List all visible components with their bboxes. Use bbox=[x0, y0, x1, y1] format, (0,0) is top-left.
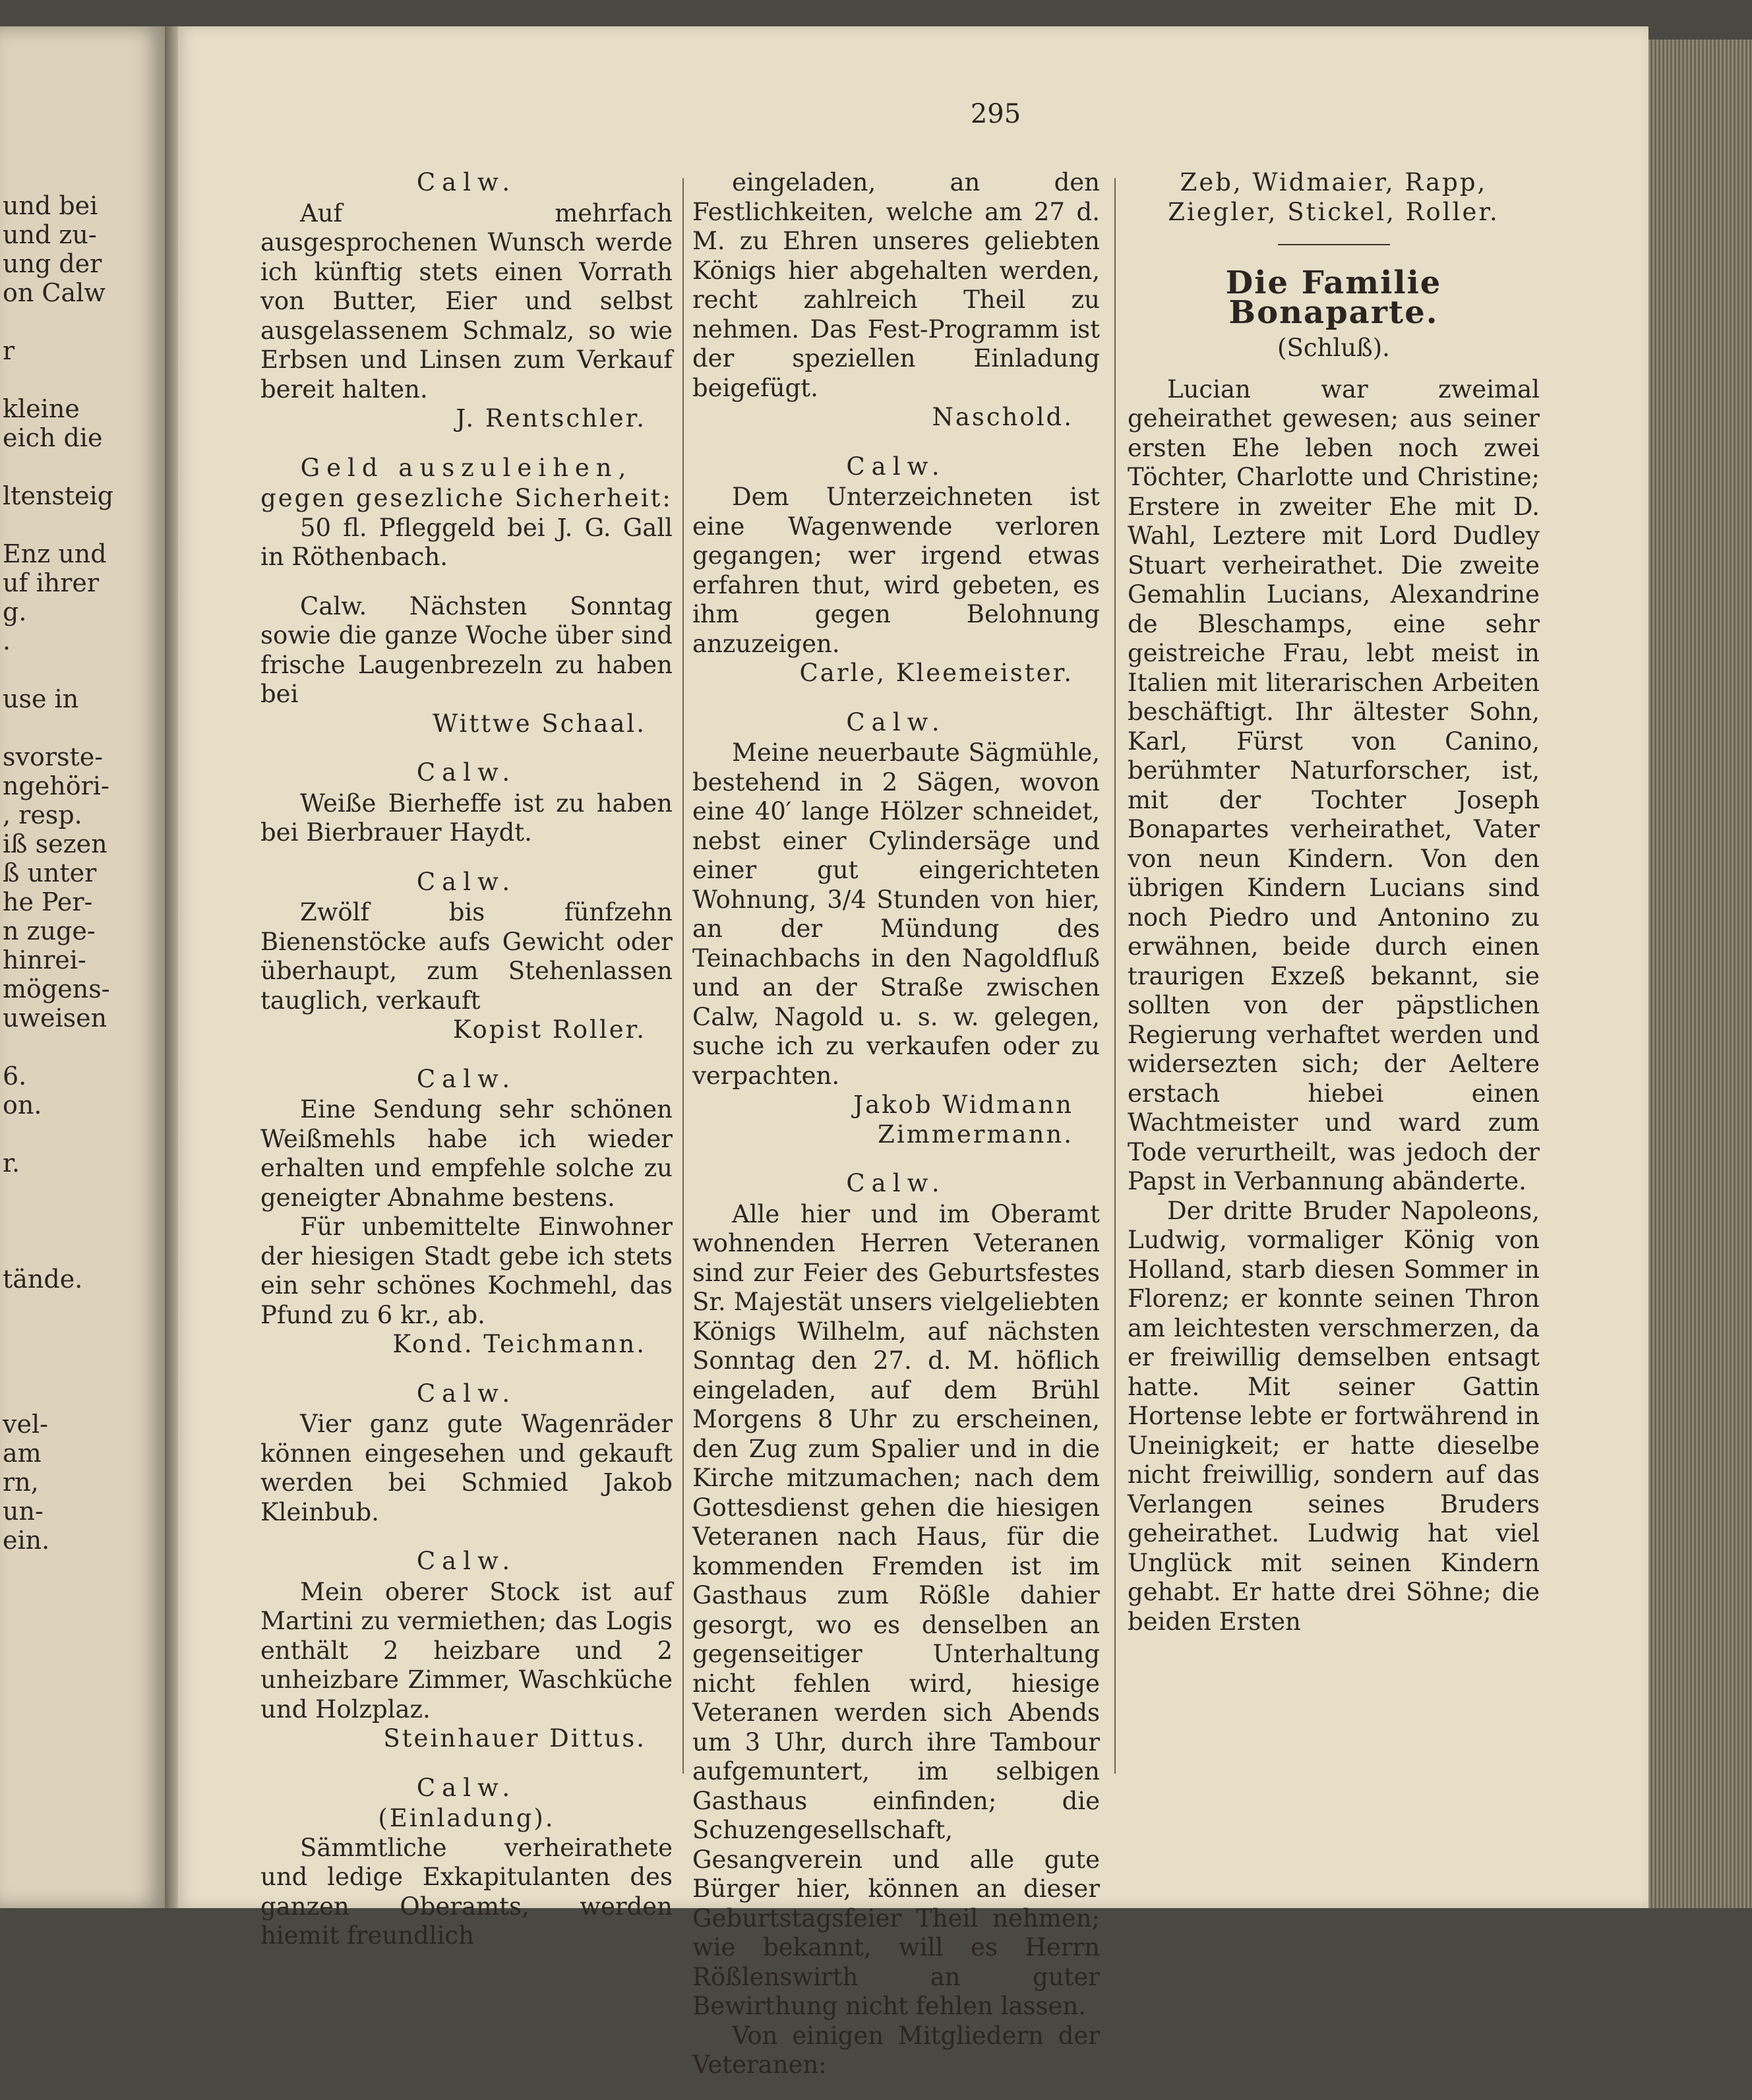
announcement-subheading: gegen gesezliche Sicherheit: bbox=[260, 484, 673, 512]
announcement bbox=[260, 868, 673, 1045]
announcement bbox=[260, 168, 673, 434]
left-page-line: vel- bbox=[3, 1410, 48, 1439]
announcement-heading: Calw. bbox=[846, 707, 946, 736]
left-page-line: und bei bbox=[3, 191, 98, 220]
left-page-line: he Per- bbox=[3, 887, 93, 916]
announcement-heading: Calw. bbox=[416, 168, 517, 196]
left-page-line: hinrei- bbox=[3, 945, 86, 975]
announcement-heading: Calw. bbox=[416, 867, 517, 896]
announcement-signature: J. Rentschler. bbox=[456, 404, 646, 433]
announcement-heading: Calw. bbox=[416, 758, 517, 787]
left-page-line: uweisen bbox=[3, 1004, 107, 1033]
left-page-line: ein. bbox=[3, 1526, 50, 1555]
announcement-text: Mein oberer Stock ist auf Martini zu vermiethen; das Logis enthält 2 heizbare und 2 unheizbare Zimmer, Waschküche und Holzplaz. bbox=[260, 1577, 673, 1724]
announcement bbox=[260, 1774, 673, 1951]
announcement-text: Auf mehrfach ausgesprochenen Wunsch werde ich künftig stets einen Vorrath von Butter, Eier und selbst ausgelassenem Schmalz, so wie Erbsen und Linsen zum Verkauf bereit halten. bbox=[260, 198, 673, 404]
article-paragraph: Der dritte Bruder Napoleons, Ludwig, vormaliger König von Holland, starb diesen Sommer in Florenz; er konnte seinen Thron am leichtesten verschmerzen, da er freiwillig demselben entsagt hatte. Mit seiner Gattin Hortense lebte er fortwährend in Uneinigkeit; er hatte dieselbe nicht freiwillig, sondern auf das Verlangen seines Bruders geheirathet. Ludwig hat viel Unglück mit seinen Kindern gehabt. Er hatte drei Söhne; die beiden Ersten bbox=[1128, 1196, 1540, 1636]
left-page-line: kleine bbox=[3, 394, 80, 423]
left-page-line: . bbox=[3, 626, 11, 655]
left-page-line: Enz und bbox=[3, 539, 107, 568]
announcement bbox=[260, 1379, 673, 1528]
announcement bbox=[260, 758, 673, 848]
announcement-text: Meine neuerbaute Sägmühle, bestehend in 2 Sägen, wovon eine 40′ lange Hölzer schneidet, nebst einer Cylindersäge und einer gut eingerichteten Wohnung, 3/4 Stunden von hier, an der Mündung des Teinachbachs in den Nagoldfluß und an der Straße zwischen Calw, Nagold u. s. w. gelegen, suche ich zu verkaufen oder zu verpachten. bbox=[692, 738, 1100, 1090]
announcement-text: Eine Sendung sehr schönen Weißmehls habe ich wieder erhalten und empfehle solche zu geneigter Abnahme bestens. bbox=[260, 1095, 673, 1212]
announcement bbox=[692, 452, 1100, 688]
column-rule bbox=[1114, 178, 1116, 1774]
announcement-text: Zwölf bis fünfzehn Bienenstöcke aufs Gewicht oder überhaupt, zum Stehenlassen tauglich, verkauft bbox=[260, 898, 673, 1015]
left-page-line: und zu- bbox=[3, 220, 97, 249]
announcement bbox=[692, 708, 1100, 1150]
left-page-line: tände. bbox=[3, 1265, 83, 1294]
left-page-line: un- bbox=[3, 1497, 44, 1526]
page-edges bbox=[1648, 40, 1752, 1908]
left-page-line: uf ihrer bbox=[3, 568, 100, 597]
left-page-line: eich die bbox=[3, 423, 103, 452]
section-rule bbox=[1278, 244, 1390, 245]
left-page-line: on Calw bbox=[3, 278, 106, 307]
announcement-text: Weiße Bierheffe ist zu haben bei Bierbrauer Haydt. bbox=[260, 789, 673, 847]
announcement-text: Vier ganz gute Wagenräder können eingesehen und gekauft werden bei Schmied Jakob Kleinbub. bbox=[260, 1410, 673, 1526]
announcement-heading: Calw. bbox=[416, 1773, 517, 1802]
article-subtitle: (Schluß). bbox=[1277, 334, 1390, 362]
left-page-line: , resp. bbox=[3, 800, 82, 829]
left-page-fragment bbox=[0, 26, 165, 1908]
announcement-text: Sämmtliche verheirathete und ledige Exkapitulanten des ganzen Oberamts, werden hiemit freundlich bbox=[260, 1833, 673, 1950]
announcement-heading: Calw. bbox=[416, 1547, 517, 1575]
announcement bbox=[692, 168, 1100, 433]
left-page-line: am bbox=[3, 1439, 42, 1468]
book-gutter bbox=[165, 26, 178, 1908]
left-page-line: iß sezen bbox=[3, 829, 107, 858]
left-page-line: mögens- bbox=[3, 975, 110, 1004]
announcement-heading: Calw. bbox=[846, 1169, 946, 1197]
article-paragraph: Lucian war zweimal geheirathet gewesen; aus seiner ersten Ehe leben noch zwei Töchter, Charlotte und Christine; Erstere in zweiter Ehe mit D. Wahl, Leztere mit Lord Dudley Stuart verheirathet. Die zweite Gemahlin Lucians, Alexandrine de Bleschamps, eine sehr geistreiche Frau, lebt meist in Italien mit literarischen Arbeiten beschäftigt. Ihr ältester Sohn, Karl, Fürst von Canino, berühmter Naturforscher, ist, mit der Tochter Joseph Bonapartes verheirathet, Vater von neun Kindern. Von den übrigen Kindern Lucians sind noch Piedro und Antonino zu erwähnen, beide durch einen traurigen Exzeß bekannt, sie sollten von der päpstlichen Regierung verhaftet werden und widersezten sich; der Aeltere erstach hiebei einen Wachtmeister und ward zum Tode verurtheilt, was jedoch der Papst in Verbannung abänderte. bbox=[1128, 375, 1540, 1195]
left-page-line: r. bbox=[3, 1149, 20, 1178]
announcement bbox=[692, 1169, 1100, 2080]
announcement-subheading: (Einladung). bbox=[378, 1804, 555, 1832]
announcement-signature: Steinhauer Dittus. bbox=[383, 1724, 646, 1753]
announcement-text: Für unbemittelte Einwohner der hiesigen Stadt gebe ich stets ein sehr schönes Kochmehl, das Pfund zu 6 kr., ab. bbox=[260, 1213, 673, 1329]
announcement-signature: Wittwe Schaal. bbox=[433, 709, 646, 738]
announcement-signature: Kond. Teichmann. bbox=[392, 1330, 646, 1358]
announcement-text: Dem Unterzeichneten ist eine Wagenwende verloren gegangen; wer irgend etwas erfahren thut, wird gebeten, es ihm gegen Belohnung anzuzeigen. bbox=[692, 483, 1100, 658]
announcement-text: Von einigen Mitgliedern der Veteranen: bbox=[692, 2021, 1100, 2079]
left-page-line: n zuge- bbox=[3, 916, 96, 945]
left-page-line: on. bbox=[3, 1091, 42, 1120]
page-number: 295 bbox=[970, 99, 1021, 129]
left-page-line: ung der bbox=[3, 249, 102, 278]
names-list: Zeb, Widmaier, Rapp, Ziegler, Stickel, Roller. bbox=[1168, 168, 1499, 226]
column-2 bbox=[692, 168, 1100, 2100]
left-page-line: g. bbox=[3, 597, 27, 626]
announcement-signature: Zimmermann. bbox=[878, 1120, 1073, 1149]
column-rule bbox=[682, 178, 684, 1774]
announcement-signature: Carle, Kleemeister. bbox=[799, 659, 1073, 687]
announcement-heading: Calw. bbox=[846, 452, 946, 481]
announcement-signature: Kopist Roller. bbox=[452, 1015, 646, 1044]
left-page-line: rn, bbox=[3, 1468, 39, 1497]
announcement-signature: Jakob Widmann bbox=[853, 1091, 1073, 1119]
left-page-line: ngehöri- bbox=[3, 771, 109, 800]
left-page-line: ltensteig bbox=[3, 481, 114, 510]
announcement-heading: Geld auszuleihen, bbox=[300, 453, 633, 482]
announcement bbox=[260, 592, 673, 739]
column-3 bbox=[1128, 168, 1540, 1636]
right-page bbox=[178, 26, 1648, 2079]
announcement bbox=[260, 454, 673, 572]
announcement-text: Alle hier und im Oberamt wohnenden Herren Veteranen sind zur Feier des Geburtsfestes Sr. Majestät unsers vielgeliebten Königs Wilhelm, auf nächsten Sonntag den 27. d. M. höflich eingeladen, auf dem Brühl Morgens 8 Uhr zu erscheinen, den Zug zum Spalier und in die Kirche mitzumachen; nach dem Gottesdienst gehen die hiesigen Veteranen nach Haus, für die kommenden Fremden ist im Gasthaus zum Rößle dahier gesorgt, wo es denselben an gegenseitiger Unterhaltung nicht fehlen wird, hiesige Veteranen werden sich Abends um 3 Uhr, durch ihre Tambour aufgemuntert, im selbigen Gasthaus einfinden; die Schuzengesellschaft, Gesangverein und alle gute Bürger hier, können an dieser Geburtstagsfeier Theil nehmen; wie bekannt, will es Herrn Rößlenswirth an guter Bewirthung nicht fehlen lassen. bbox=[692, 1199, 1100, 2020]
announcement-signature: Naschold. bbox=[932, 403, 1073, 431]
left-page-line: ß unter bbox=[3, 858, 97, 887]
announcement-heading: Calw. bbox=[416, 1379, 517, 1408]
left-page-line: use in bbox=[3, 684, 79, 713]
article-title: Die Familie Bonaparte. bbox=[1225, 264, 1442, 331]
announcement bbox=[260, 1547, 673, 1754]
announcement-text: Calw. Nächsten Sonntag sowie die ganze Woche über sind frische Laugenbrezeln zu haben bei bbox=[260, 591, 673, 708]
announcement bbox=[260, 1065, 673, 1360]
left-page-line: r bbox=[3, 336, 15, 365]
left-page-line: svorste- bbox=[3, 742, 104, 771]
announcement-text: eingeladen, an den Festlichkeiten, welche am 27 d. M. zu Ehren unseres geliebten Königs hier abgehalten werden, recht zahlreich Theil zu nehmen. Das Fest-Programm ist der speziellen Einladung beigefügt. bbox=[692, 168, 1100, 402]
column-1 bbox=[260, 168, 673, 1971]
announcement-heading: Calw. bbox=[416, 1064, 517, 1093]
left-page-line: 6. bbox=[3, 1062, 27, 1091]
announcement-text: 50 fl. Pfleggeld bei J. G. Gall in Röthenbach. bbox=[260, 513, 673, 571]
